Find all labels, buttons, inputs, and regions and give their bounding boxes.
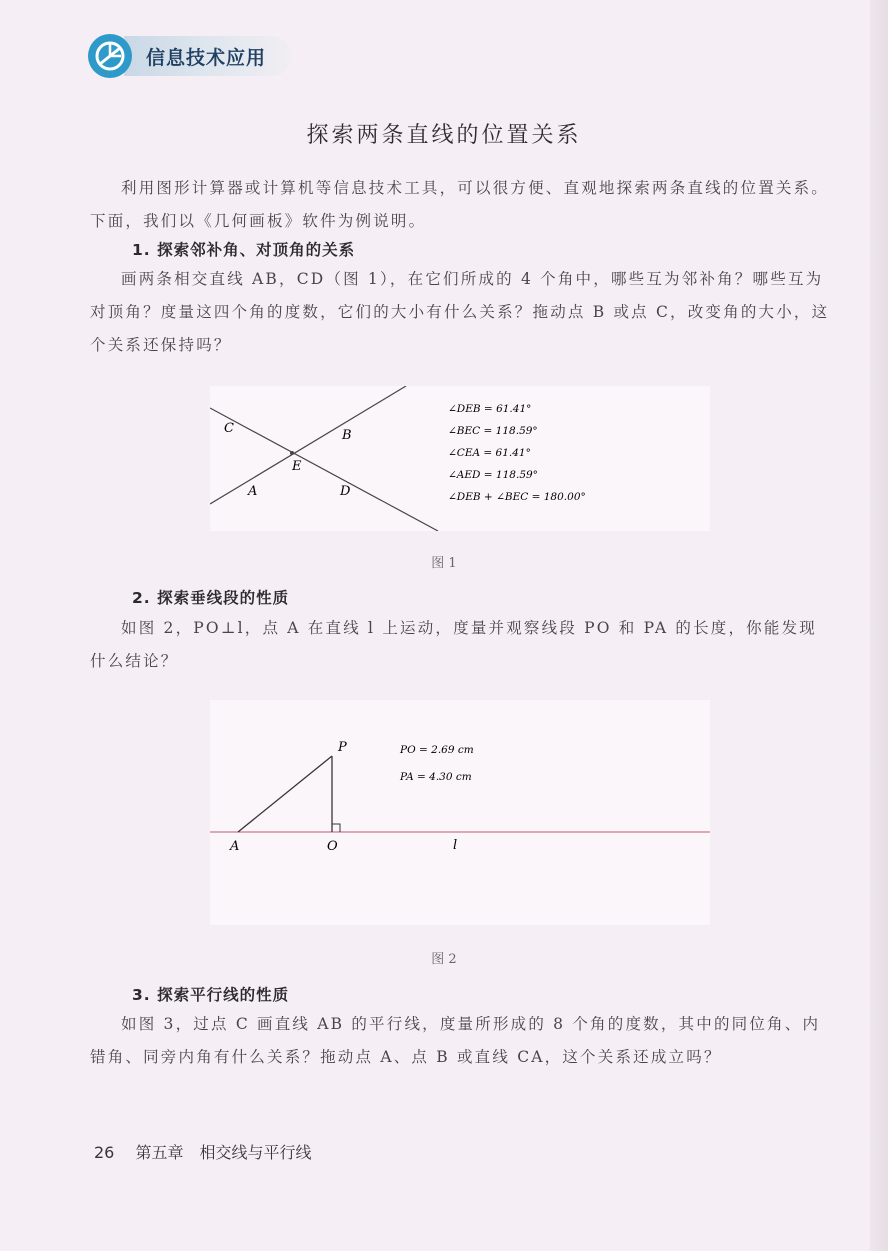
section-1-text: 画两条相交直线 AB，CD（图 1），在它们所成的 4 个角中，哪些互为邻补角？哪些互为对顶角？度量这四个角的度数，它们的大小有什么关系？拖动点 B 或点 C，改变角的大小，这个关系还保持吗？ <box>90 270 830 354</box>
label-e: E <box>292 459 302 474</box>
section-3-heading: 3. 探索平行线的性质 <box>132 986 290 1004</box>
measure-sum: ∠DEB + ∠BEC = 180.00° <box>448 491 586 503</box>
measure-bec: ∠BEC = 118.59° <box>448 425 538 437</box>
label-o: O <box>327 839 338 854</box>
intro-paragraph: 利用图形计算器或计算机等信息技术工具，可以很方便、直观地探索两条直线的位置关系。下面，我们以《几何画板》软件为例说明。 <box>90 179 830 230</box>
figure-2-caption: 图 2 <box>431 952 457 967</box>
figure-1-caption: 图 1 <box>431 556 457 571</box>
label-d: D <box>340 484 351 499</box>
figure-1 <box>210 386 710 531</box>
section-1-heading: 1. 探索邻补角、对顶角的关系 <box>132 241 356 259</box>
section-header <box>88 30 292 82</box>
page-title: 探索两条直线的位置关系 <box>306 123 582 148</box>
measure-aed: ∠AED = 118.59° <box>448 469 538 481</box>
point-e <box>290 451 294 455</box>
figure-1-diagram <box>210 386 710 531</box>
logo-graphic <box>88 34 132 78</box>
section-2-text: 如图 2，PO⊥l，点 A 在直线 l 上运动，度量并观察线段 PO 和 PA 的长度，你能发现什么结论？ <box>90 619 817 670</box>
measure-deb: ∠DEB = 61.41° <box>448 403 532 415</box>
header-label: 信息技术应用 <box>146 46 267 69</box>
label-p: P <box>338 740 347 755</box>
label-a: A <box>248 484 258 499</box>
page-footer <box>94 1140 311 1163</box>
measure-cea: ∠CEA = 61.41° <box>448 447 531 459</box>
figure-2 <box>210 700 710 925</box>
page-edge <box>870 0 888 1251</box>
line-ab <box>210 386 406 504</box>
label-l: l <box>453 838 458 853</box>
chapter-title: 第五章 相交线与平行线 <box>135 1143 312 1162</box>
label-c: C <box>224 421 234 436</box>
line-cd <box>210 408 438 531</box>
label-a: A <box>230 839 240 854</box>
label-b: B <box>342 428 352 443</box>
measure-po: PO = 2.69 cm <box>400 744 474 756</box>
measure-pa: PA = 4.30 cm <box>400 771 472 783</box>
segment-pa <box>238 756 332 832</box>
figure-2-diagram <box>210 700 710 925</box>
section-2-heading: 2. 探索垂线段的性质 <box>132 589 290 607</box>
header-bar <box>124 36 292 76</box>
page-number: 26 <box>94 1143 115 1162</box>
info-tech-logo-icon <box>88 34 132 78</box>
right-angle-mark <box>332 824 340 832</box>
section-3-text: 如图 3，过点 C 画直线 AB 的平行线，度量所形成的 8 个角的度数，其中的同位角、内错角、同旁内角有什么关系？拖动点 A、点 B 或直线 CA，这个关系还成立吗？ <box>90 1015 821 1066</box>
